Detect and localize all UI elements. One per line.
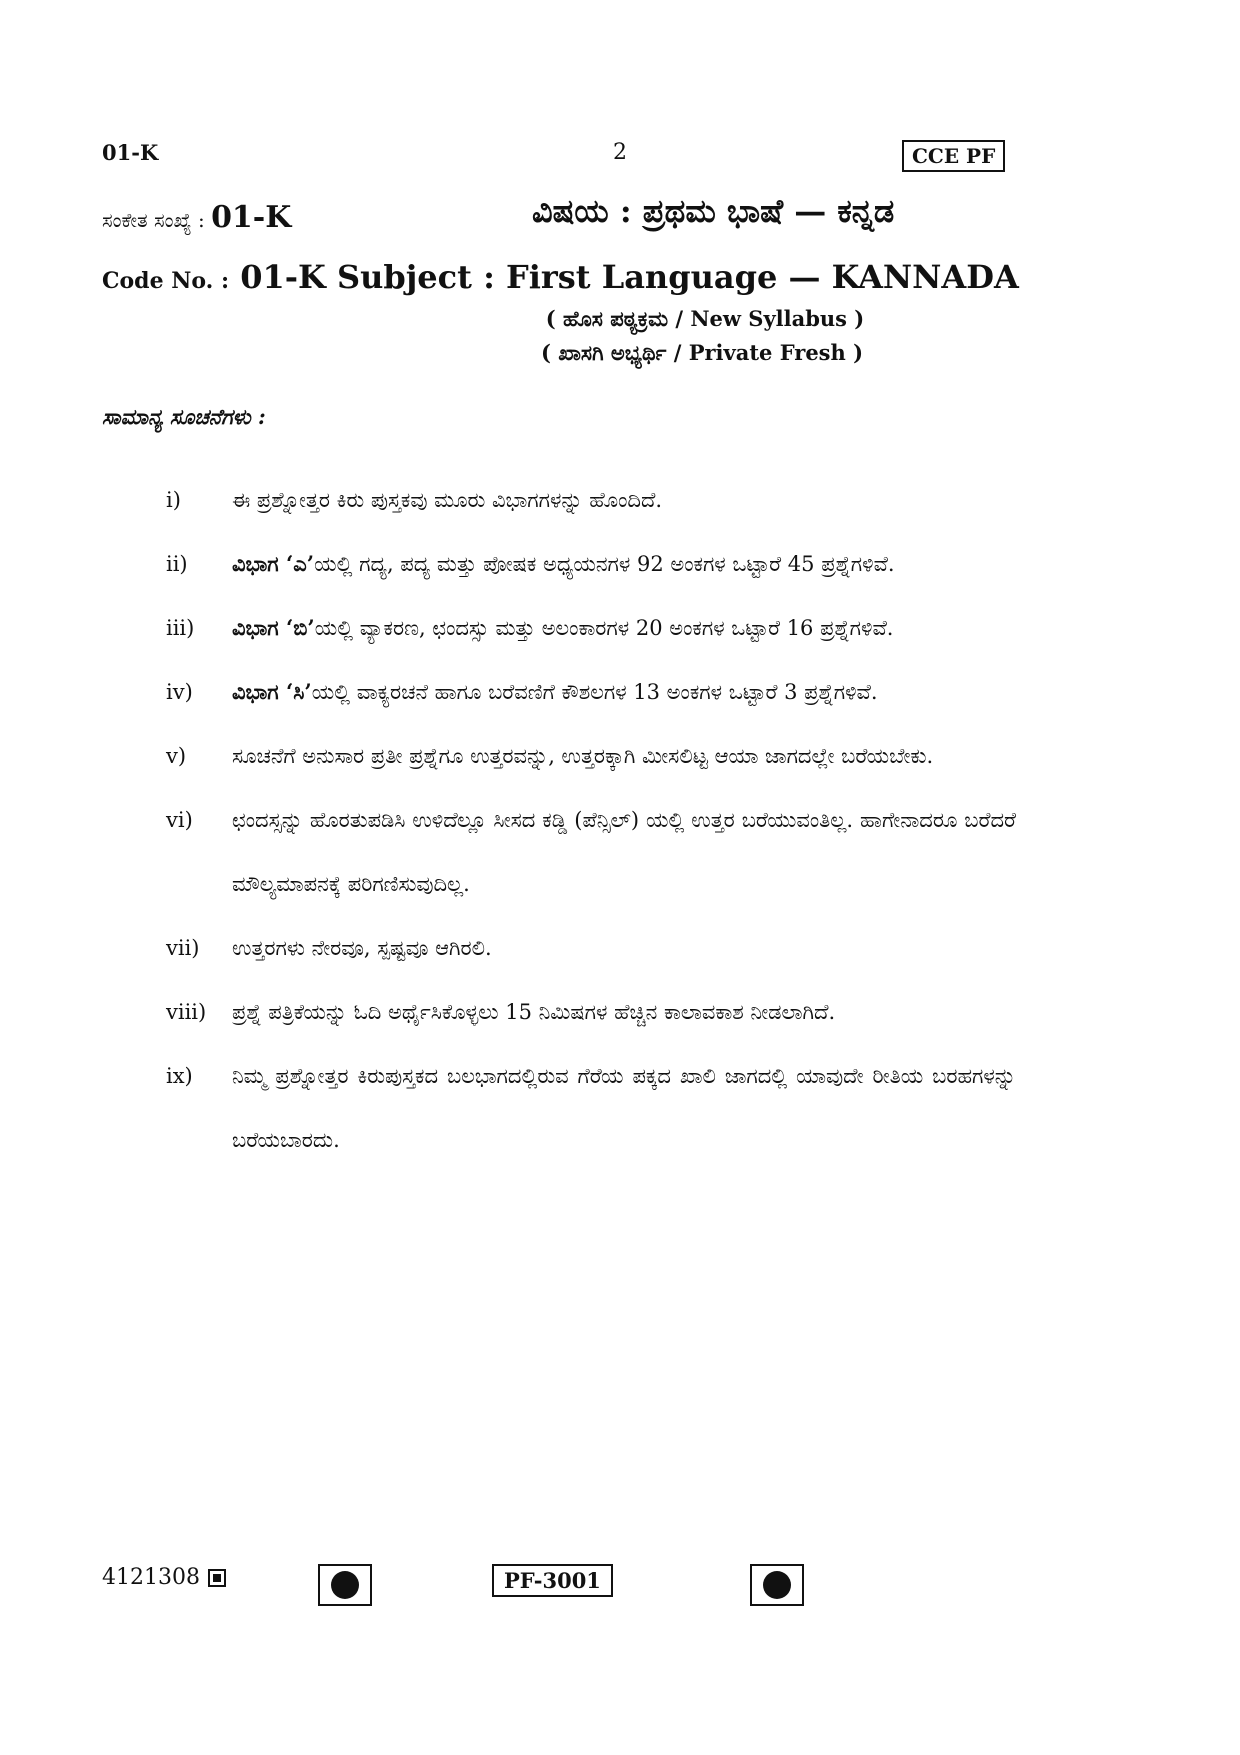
header-code: 01-K [102, 140, 159, 165]
instruction-number: viii) [166, 1000, 207, 1024]
kannada-code-value: 01-K [211, 200, 292, 235]
exam-tag: CCE PF [902, 140, 1005, 172]
instruction-number: iv) [166, 680, 193, 704]
instruction-text: ಛಂದಸ್ಸನ್ನು ಹೊರತುಪಡಿಸಿ ಉಳಿದೆಲ್ಲೂ ಸೀಸದ ಕಡ್ಡಿ (ಪೆನ್ಸಿಲ್) ಯಲ್ಲಿ ಉತ್ತರ ಬರೆಯುವಂತಿಲ್ಲ. ಹಾಗೇನಾದರೂ ಬರೆದರೆ ಮೌಲ್ಯಮಾಪನಕ್ಕೆ ಪರಿಗಣಿಸುವುದಿಲ್ಲ. [232, 808, 1016, 896]
english-code-value: 01-K [240, 258, 326, 296]
instruction-text: ವಿಭಾಗ ‘ಎ’ಯಲ್ಲಿ ಗದ್ಯ, ಪದ್ಯ ಮತ್ತು ಪೋಷಕ ಅಧ್ಯಯನಗಳ 92 ಅಂಕಗಳ ಒಟ್ಟಾರೆ 45 ಪ್ರಶ್ನೆಗಳಿವೆ. [232, 551, 895, 576]
instruction-item [166, 1044, 1016, 1172]
instruction-item [166, 980, 1016, 1044]
instruction-item [166, 596, 1016, 660]
instruction-item [166, 532, 1016, 596]
kannada-subject: ವಿಷಯ : ಪ್ರಥಮ ಭಾಷೆ — ಕನ್ನಡ [532, 192, 895, 230]
instruction-text: ಸೂಚನೆಗೆ ಅನುಸಾರ ಪ್ರತೀ ಪ್ರಶ್ನೆಗೂ ಉತ್ತರವನ್ನು, ಉತ್ತರಕ್ಕಾಗಿ ಮೀಸಲಿಟ್ಟ ಆಯಾ ಜಾಗದಲ್ಲೇ ಬರೆಯಬೇಕು. [232, 744, 934, 768]
kannada-code-line [102, 200, 291, 235]
instruction-number: vi) [166, 808, 193, 832]
instruction-number: v) [166, 744, 187, 768]
instructions-list [166, 468, 1016, 1172]
instruction-number: iii) [166, 616, 195, 640]
instructions-heading: ಸಾಮಾನ್ಯ ಸೂಚನೆಗಳು : [102, 404, 266, 429]
serial-number: 4121308 [102, 1565, 200, 1590]
registration-mark-icon [318, 1564, 372, 1606]
instruction-text: ವಿಭಾಗ ‘ಸಿ’ಯಲ್ಲಿ ವಾಕ್ಯರಚನೆ ಹಾಗೂ ಬರೆವಣಿಗೆ ಕೌಶಲಗಳ 13 ಅಂಕಗಳ ಒಟ್ಟಾರೆ 3 ಪ್ರಶ್ನೆಗಳಿವೆ. [232, 679, 878, 704]
instruction-number: i) [166, 488, 181, 512]
instruction-text: ನಿಮ್ಮ ಪ್ರಶ್ನೋತ್ತರ ಕಿರುಪುಸ್ತಕದ ಬಲಭಾಗದಲ್ಲಿರುವ ಗೆರೆಯ ಪಕ್ಕದ ಖಾಲಿ ಜಾಗದಲ್ಲಿ ಯಾವುದೇ ರೀತಿಯ ಬರಹಗಳನ್ನು ಬರೆಯಬಾರದು. [232, 1064, 1016, 1152]
instruction-item [166, 660, 1016, 724]
instruction-text: ವಿಭಾಗ ‘ಬಿ’ಯಲ್ಲಿ ವ್ಯಾಕರಣ, ಛಂದಸ್ಸು ಮತ್ತು ಅಲಂಕಾರಗಳ 20 ಅಂಕಗಳ ಒಟ್ಟಾರೆ 16 ಪ್ರಶ್ನೆಗಳಿವೆ. [232, 615, 894, 640]
english-code-label: Code No. : [102, 268, 230, 294]
paper-code: PF-3001 [492, 1564, 613, 1597]
page-number: 2 [613, 140, 627, 165]
instruction-item [166, 468, 1016, 532]
english-title-line [102, 258, 1019, 296]
instruction-number: vii) [166, 936, 200, 960]
instruction-number: ix) [166, 1064, 193, 1088]
instruction-number: ii) [166, 552, 188, 576]
english-subject: Subject : First Language — KANNADA [336, 258, 1019, 296]
kannada-code-label: ಸಂಕೇತ ಸಂಖ್ಯೆ : [102, 208, 205, 232]
footer-serial [102, 1565, 226, 1590]
syllabus-note: ( ಹೊಸ ಪಠ್ಯಕ್ರಮ / New Syllabus ) [545, 306, 865, 331]
candidate-type-note: ( ಖಾಸಗಿ ಅಭ್ಯರ್ಥಿ / Private Fresh ) [540, 340, 864, 365]
square-dot-icon [208, 1569, 226, 1587]
instruction-text: ಪ್ರಶ್ನೆ ಪತ್ರಿಕೆಯನ್ನು ಓದಿ ಅರ್ಥೈಸಿಕೊಳ್ಳಲು 15 ನಿಮಿಷಗಳ ಹೆಚ್ಚಿನ ಕಾಲಾವಕಾಶ ನೀಡಲಾಗಿದೆ. [232, 1000, 836, 1024]
registration-mark-icon [750, 1564, 804, 1606]
instruction-item [166, 724, 1016, 788]
instruction-text: ಈ ಪ್ರಶ್ನೋತ್ತರ ಕಿರು ಪುಸ್ತಕವು ಮೂರು ವಿಭಾಗಗಳನ್ನು ಹೊಂದಿದೆ. [232, 488, 663, 512]
instruction-item [166, 916, 1016, 980]
instruction-text: ಉತ್ತರಗಳು ನೇರವೂ, ಸ್ಪಷ್ಟವೂ ಆಗಿರಲಿ. [232, 936, 492, 960]
instruction-item [166, 788, 1016, 916]
